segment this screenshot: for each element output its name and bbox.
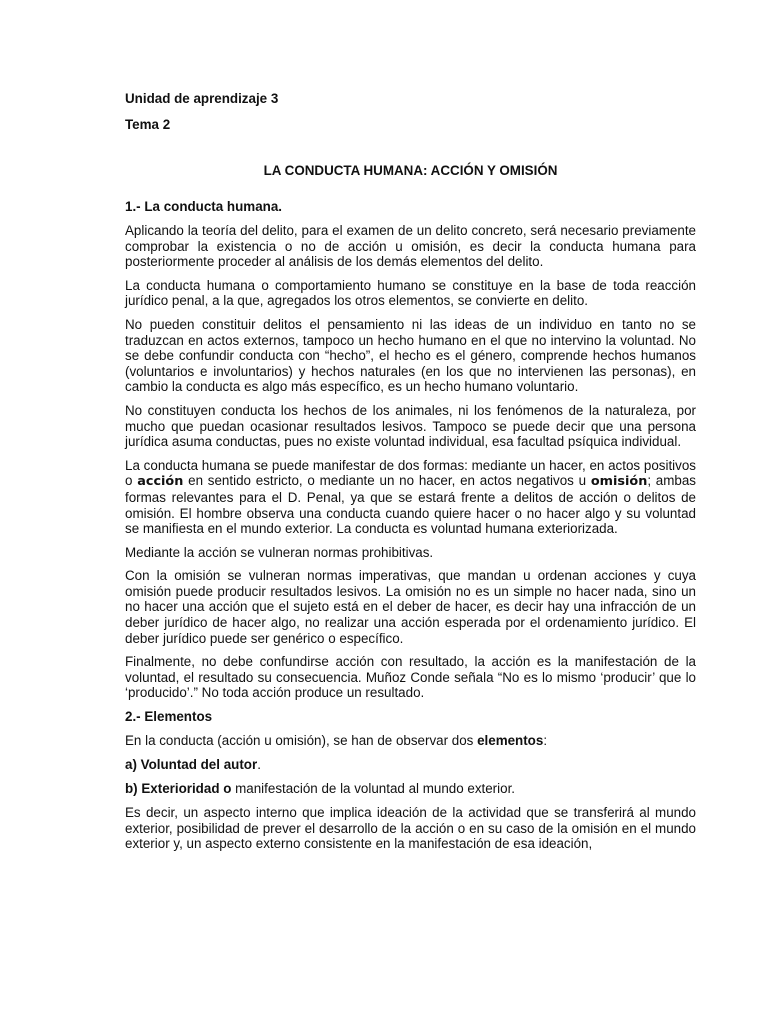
- elements-intro-text-1: En la conducta (acción u omisión), se han de observar dos: [125, 733, 478, 749]
- paragraph-4: No constituyen conducta los hechos de los animales, ni los fenómenos de la naturaleza, por mucho que puedan ocasionar resultados lesivos. Tampoco se puede decir que una persona jurídica asuma conductas, pues no existe voluntad individual, esa facultad psíquica individual.: [125, 402, 696, 450]
- paragraph-5: [125, 458, 696, 537]
- elements-intro: [125, 733, 696, 749]
- paragraph-5-text-2: en sentido estricto, o mediante un no hacer, en actos negativos u: [183, 473, 591, 489]
- paragraph-2: La conducta humana o comportamiento humano se constituye en la base de toda reacción jurídico penal, a la que, agregados los otros elementos, se convierte en delito.: [125, 277, 696, 309]
- section-2-heading: 2.- Elementos: [125, 709, 213, 725]
- element-a-label: a) Voluntad del autor: [125, 757, 258, 773]
- element-a: [125, 757, 696, 773]
- paragraph-last: Es decir, un aspecto interno que implica ideación de la actividad que se transferirá al mundo exterior, posibilidad de prever el desarrollo de la acción o en su caso de la omisión en el mundo exterior y, un aspecto externo consistente en la manifestación de esa ideación,: [125, 805, 696, 852]
- element-b: [125, 781, 696, 797]
- paragraph-5-text-1: La conducta humana se puede manifestar de dos formas: mediante un hacer, en actos positivos o: [125, 457, 696, 489]
- elements-intro-text-2: :: [543, 733, 548, 749]
- section-1-heading: 1.- La conducta humana.: [125, 199, 282, 214]
- element-b-label: b) Exterioridad o: [125, 781, 232, 797]
- paragraph-5-text-3: ; ambas formas relevantes para el D. Penal, ya que se estará frente a delitos de acción o delitos de omisión. El hombre observa una conducta cuando quiere hacer o no hacer algo y su voluntad se manifiesta en el mundo exterior. La conducta es voluntad humana exteriorizada.: [125, 473, 697, 537]
- element-b-text: manifestación de la voluntad al mundo exterior.: [231, 781, 516, 797]
- term-accion: acción: [137, 474, 184, 490]
- paragraph-1: Aplicando la teoría del delito, para el examen de un delito concreto, será necesario previamente comprobar la existencia o no de acción u omisión, es decir la conducta humana para posteriormente proceder al análisis de los demás elementos del delito.: [125, 223, 696, 270]
- paragraph-6: Mediante la acción se vulneran normas prohibitivas.: [125, 544, 434, 560]
- term-omision: omisión: [590, 474, 648, 490]
- unit-label: Unidad de aprendizaje 3: [125, 91, 279, 106]
- paragraph-8: Finalmente, no debe confundirse acción con resultado, la acción es la manifestación de la voluntad, el resultado su consecuencia. Muñoz Conde señala “No es lo mismo ‘producir’ que lo ‘producido’.” No toda acción produce un resultado.: [125, 654, 696, 701]
- document-title: LA CONDUCTA HUMANA: ACCIÓN Y OMISIÓN: [263, 163, 558, 178]
- topic-label: Tema 2: [125, 117, 171, 132]
- element-a-text: .: [257, 757, 261, 773]
- term-elementos: elementos: [477, 733, 544, 749]
- paragraph-3: No pueden constituir delitos el pensamiento ni las ideas de un individuo en tanto no se traduzcan en actos externos, tampoco un hecho humano en el que no intervino la voluntad. No se debe confundir conducta con “hecho”, el hecho es el género, comprende hechos humanos (voluntarios e involuntarios) y hechos naturales (en los que no intervienen las personas), en cambio la conducta es algo más específico, es un hecho humano voluntario.: [125, 316, 696, 395]
- paragraph-7: Con la omisión se vulneran normas imperativas, que mandan u ordenan acciones y cuya omisión puede producir resultados lesivos. La omisión no es un simple no hacer nada, sino un no hacer una acción que el sujeto está en el deber de hacer, es decir hay una infracción de un deber jurídico de hacer algo, no realizar una acción esperada por el ordenamiento jurídico. El deber jurídico puede ser genérico o específico.: [125, 568, 696, 646]
